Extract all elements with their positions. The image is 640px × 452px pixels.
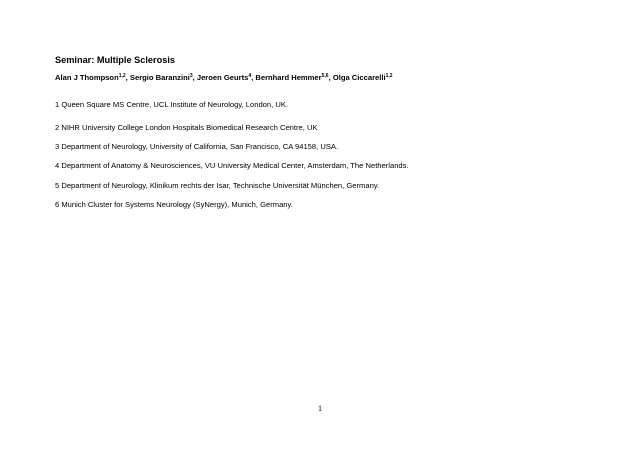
author-name: Olga Ciccarelli xyxy=(332,73,386,82)
author-affiliation-marker: 1,2 xyxy=(385,73,393,79)
author-list xyxy=(55,73,393,82)
author-separator: , xyxy=(125,73,130,82)
author-name: Bernhard Hemmer xyxy=(255,73,322,82)
author-affiliation-marker: 5,6 xyxy=(321,73,329,79)
affiliation-3: 3 Department of Neurology, University of California, San Francisco, CA 94158, USA. xyxy=(55,142,339,151)
paper-title: Seminar: Multiple Sclerosis xyxy=(55,55,175,65)
author-separator: , xyxy=(328,73,333,82)
author-affiliation-marker: 4 xyxy=(248,73,252,79)
affiliation-4: 4 Department of Anatomy & Neurosciences, VU University Medical Center, Amsterdam, The Netherlands. xyxy=(55,161,409,170)
author-affiliation-marker: 3 xyxy=(189,73,193,79)
author-separator: , xyxy=(192,73,197,82)
author-name: Jeroen Geurts xyxy=(196,73,249,82)
author-separator: , xyxy=(251,73,256,82)
affiliation-1: 1 Queen Square MS Centre, UCL Institute of Neurology, London, UK. xyxy=(55,100,289,109)
page-number: 1 xyxy=(317,403,323,413)
author-name: Sergio Baranzini xyxy=(129,73,190,82)
affiliation-5: 5 Department of Neurology, Klinikum rechts der Isar, Technische Universität München, Germany. xyxy=(55,181,380,190)
affiliation-6: 6 Munich Cluster for Systems Neurology (SyNergy), Munich, Germany. xyxy=(55,200,293,209)
author-affiliation-marker: 1,2 xyxy=(118,73,126,79)
affiliation-2: 2 NIHR University College London Hospitals Biomedical Research Centre, UK xyxy=(55,123,318,132)
author-name: Alan J Thompson xyxy=(55,73,119,82)
